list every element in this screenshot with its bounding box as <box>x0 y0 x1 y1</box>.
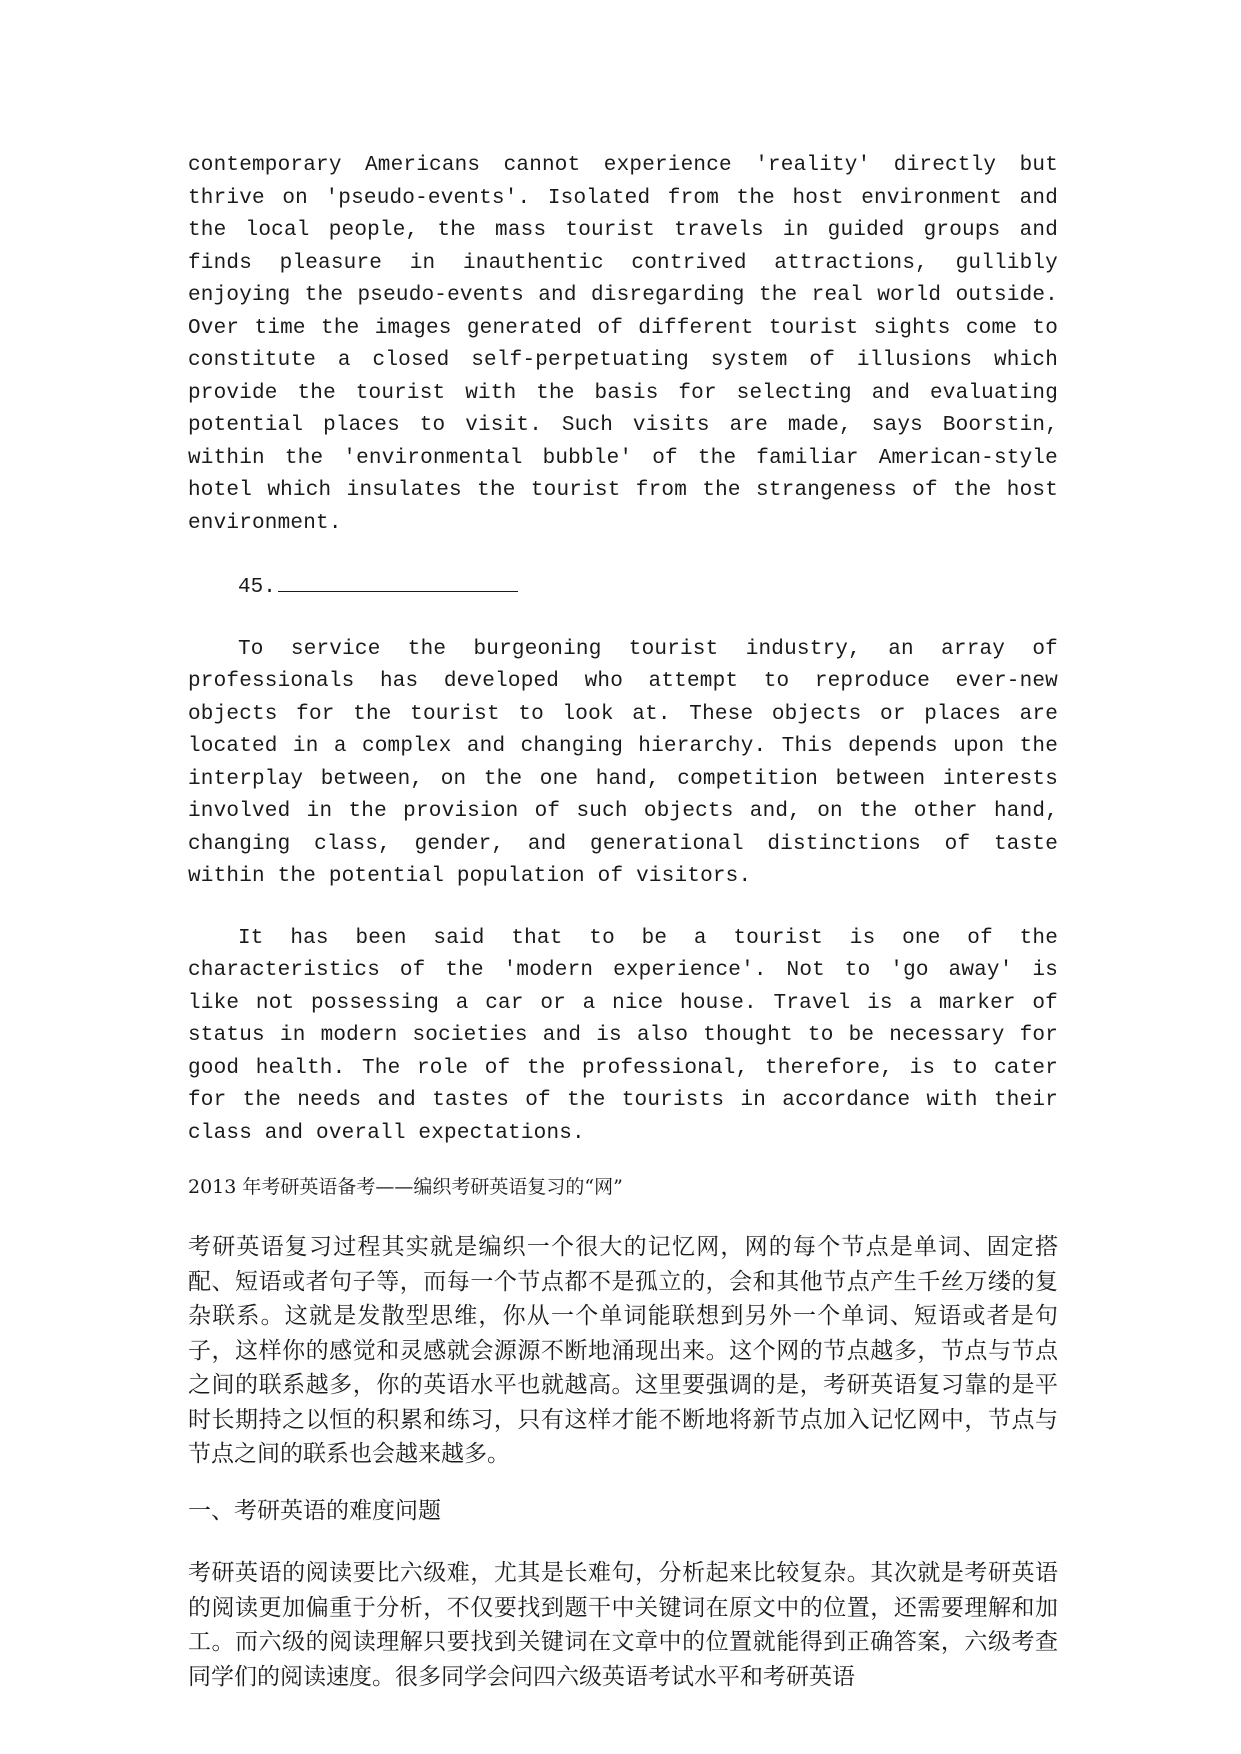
chinese-paragraph-1: 考研英语复习过程其实就是编织一个很大的记忆网，网的每个节点是单词、固定搭配、短语或者句子等，而每一个节点都不是孤立的，会和其他节点产生千丝万缕的复杂联系。这就是发散型思维，你从一个单词能联想到另外一个单词、短语或者是句子，这样你的感觉和灵感就会源源不断地涌现出来。这个网的节点越多，节点与节点之间的联系越多，你的英语水平也就越高。这里要强调的是，考研英语复习靠的是平时长期持之以恒的积累和练习，只有这样才能不断地将新节点加入记忆网中，节点与节点之间的联系也会越来越多。 <box>188 1234 1058 1467</box>
paragraph-continued: contemporary Americans cannot experience 'reality' directly but thrive on 'pseudo-events'. Isolated from the host environment and the local people, the mass tourist travels in guided groups and finds pleasure in inauthentic contrived attractions, gullibly enjoying the pseudo-events and disregarding the real world outside. Over time the images generated of different tourist sights come to constitute a closed self-perpetuating system of illusions which provide the tourist with the basis for selecting and evaluating potential places to visit. Such visits are made, says Boorstin, within the 'environmental bubble' of the familiar American-style hotel which insulates the tourist from the strangeness of the host environment. <box>188 154 1058 535</box>
question-number: 45. <box>238 576 276 599</box>
section-title: 2013 年考研英语备考——编织考研英语复习的“网” <box>188 1176 623 1198</box>
paragraph-service: To service the burgeoning tourist industry, an array of professionals has developed who attempt to reproduce ever-new objects for the tourist to look at. These objects or places are located in a complex and changing hierarchy. This depends upon the interplay between, on the one hand, competition between interests involved in the provision of such objects and, on the other hand, changing class, gender, and generational distinctions of taste within the potential population of visitors. <box>188 637 1058 888</box>
chinese-heading-1: 一、考研英语的难度问题 <box>188 1497 441 1524</box>
paragraph-tourist: It has been said that to be a tourist is one of the characteristics of the 'modern experience'. Not to 'go away' is like not possessing a car or a nice house. Travel is a marker of status in modern societies and is also thought to be necessary for good health. The role of the professional, therefore, is to cater for the needs and tastes of the tourists in accordance with their class and overall expectations. <box>188 926 1058 1145</box>
chinese-paragraph-2: 考研英语的阅读要比六级难，尤其是长难句，分析起来比较复杂。其次就是考研英语的阅读更加偏重于分析，不仅要找到题干中关键词在原文中的位置，还需要理解和加工。而六级的阅读理解只要找到关键词在文章中的位置就能得到正确答案，六级考查同学们的阅读速度。很多同学会问四六级英语考试水平和考研英语 <box>188 1560 1058 1690</box>
answer-blank <box>278 569 518 592</box>
document-page <box>188 150 1058 1694</box>
question-45 <box>188 569 1058 605</box>
